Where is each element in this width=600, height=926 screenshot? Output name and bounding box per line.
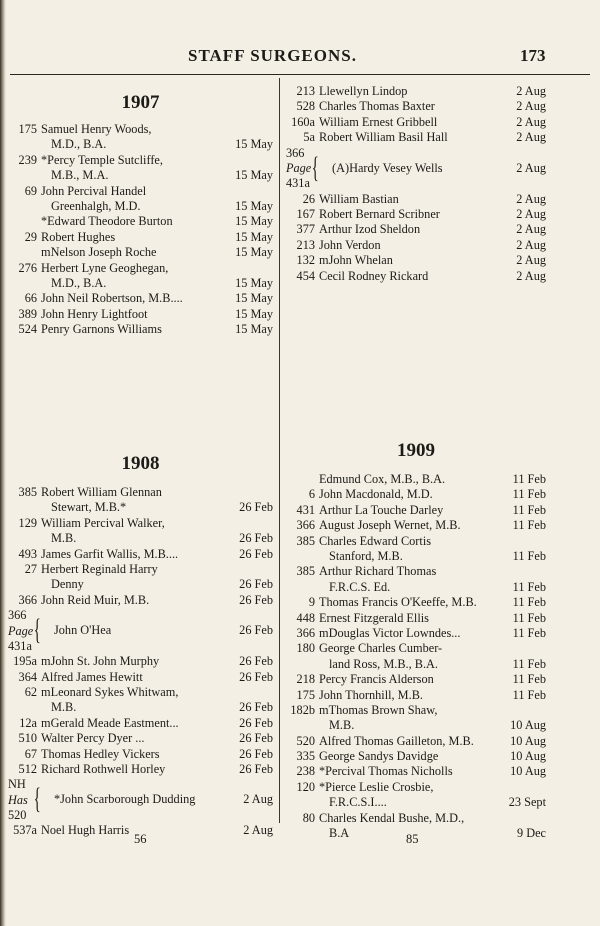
page-number: 173 bbox=[520, 46, 546, 65]
entry-number: 129 bbox=[18, 515, 37, 530]
entry-date: 26 Feb bbox=[239, 654, 273, 669]
year-heading-1909: 1909 bbox=[397, 440, 435, 461]
entry-date: 10 Aug bbox=[510, 764, 546, 779]
list-item bbox=[286, 564, 546, 595]
entry-number: 69 bbox=[24, 183, 37, 198]
entry-number: 366 bbox=[18, 592, 37, 607]
entry-number: 454 bbox=[296, 268, 315, 283]
brace-mark: { bbox=[311, 150, 319, 184]
entry-ref-number: 431a bbox=[286, 176, 310, 191]
entry-date: 10 Aug bbox=[510, 733, 546, 748]
entry-name: Samuel Henry Woods, bbox=[41, 122, 152, 136]
entry-number: 239 bbox=[18, 152, 37, 167]
list-1909 bbox=[286, 472, 546, 841]
brace-mark: { bbox=[33, 782, 41, 816]
list-item bbox=[286, 84, 546, 99]
list-item bbox=[8, 485, 273, 516]
entry-name: Edmund Cox, M.B., B.A. bbox=[319, 472, 446, 486]
entry-ref-number: 520 bbox=[8, 808, 27, 823]
entry-date: 11 Feb bbox=[512, 487, 546, 502]
entry-name: Walter Percy Dyer ... bbox=[41, 731, 145, 746]
entry-date: 15 May bbox=[235, 306, 273, 321]
entry-date: 2 Aug bbox=[516, 114, 546, 129]
list-item bbox=[286, 595, 546, 610]
entry-name-continued: Stanford, M.B. bbox=[329, 548, 403, 563]
entry-name-continued: M.D., B.A. bbox=[51, 275, 107, 290]
entry-date: 11 Feb bbox=[512, 518, 546, 533]
list-item bbox=[8, 291, 273, 306]
entry-number: 9 bbox=[308, 595, 315, 610]
entry-name: James Garfit Wallis, M.B.... bbox=[41, 546, 179, 561]
list-item bbox=[286, 749, 546, 764]
entry-name: John Macdonald, M.D. bbox=[319, 487, 433, 502]
entry-name: Charles Thomas Baxter bbox=[319, 99, 435, 114]
entry-name: Thomas Hedley Vickers bbox=[41, 746, 160, 761]
entry-date: 10 Aug bbox=[510, 749, 546, 764]
entry-name: John Neil Robertson, M.B.... bbox=[41, 291, 183, 306]
entry-number: 213 bbox=[296, 237, 315, 252]
entry-name: John Thornhill, M.B. bbox=[319, 687, 423, 702]
entry-name-continued: M.B. bbox=[51, 531, 77, 546]
entry-name-continued: M.D., B.A. bbox=[51, 137, 107, 152]
entry-date: 2 Aug bbox=[516, 253, 546, 268]
entry-date: 26 Feb bbox=[239, 731, 273, 746]
list-item bbox=[286, 115, 546, 130]
entry-number: 26 bbox=[302, 191, 315, 206]
entry-date: 2 Aug bbox=[516, 130, 546, 145]
entry-ref-number: 366 bbox=[286, 145, 305, 160]
entry-name: mNelson Joseph Roche bbox=[41, 245, 157, 260]
bracket-entry bbox=[8, 608, 273, 654]
list-1908 bbox=[8, 485, 273, 839]
entry-number: 218 bbox=[296, 672, 315, 687]
entry-name: Ernest Fitzgerald Ellis bbox=[319, 610, 429, 625]
list-item bbox=[286, 611, 546, 626]
list-item bbox=[8, 230, 273, 245]
entry-name: William Ernest Gribbell bbox=[319, 114, 438, 129]
list-item bbox=[286, 207, 546, 222]
entry-date: 2 Aug bbox=[243, 792, 273, 807]
entry-number: 67 bbox=[24, 746, 37, 761]
entry-number: 238 bbox=[296, 764, 315, 779]
list-1907-continued bbox=[286, 84, 546, 284]
brace-mark: { bbox=[33, 613, 41, 647]
entry-date: 11 Feb bbox=[512, 687, 546, 702]
entry-name: George Charles Cumber- bbox=[319, 641, 443, 656]
entry-name: Richard Rothwell Horley bbox=[41, 761, 166, 776]
entry-name: *Percy Temple Sutcliffe, bbox=[41, 152, 163, 167]
list-item bbox=[8, 122, 273, 153]
entry-number: 510 bbox=[18, 731, 37, 746]
entry-number: 377 bbox=[296, 222, 315, 237]
entry-number: 512 bbox=[18, 761, 37, 776]
footer-number-right: 85 bbox=[406, 832, 419, 846]
list-item bbox=[286, 780, 546, 811]
entry-name: mLeonard Sykes Whitwam, bbox=[41, 684, 179, 699]
entry-date: 11 Feb bbox=[512, 610, 546, 625]
list-item bbox=[8, 322, 273, 337]
entry-date: 26 Feb bbox=[239, 592, 273, 607]
entry-date: 26 Feb bbox=[239, 746, 273, 761]
entry-number: 167 bbox=[296, 206, 315, 221]
entry-name: John O'Hea bbox=[54, 623, 112, 638]
entry-name: Robert William Basil Hall bbox=[319, 130, 448, 145]
entry-date: 15 May bbox=[235, 168, 273, 183]
entry-number: 366 bbox=[296, 625, 315, 640]
entry-name: Penry Garnons Williams bbox=[41, 322, 162, 337]
list-1907 bbox=[8, 122, 273, 338]
entry-date: 26 Feb bbox=[239, 761, 273, 776]
entry-name: William Bastian bbox=[319, 191, 399, 206]
entry-number: 276 bbox=[18, 260, 37, 275]
entry-date: 11 Feb bbox=[512, 472, 546, 486]
footer-number-left: 56 bbox=[134, 832, 147, 846]
entry-number: 364 bbox=[18, 669, 37, 684]
entry-date: 23 Sept bbox=[508, 795, 546, 810]
entry-name: John Verdon bbox=[319, 237, 381, 252]
entry-name: *John Scarborough Dudding bbox=[54, 792, 196, 807]
entry-name: Arthur Richard Thomas bbox=[319, 564, 437, 579]
entry-name: Cecil Rodney Rickard bbox=[319, 268, 429, 283]
entry-number: 195a bbox=[13, 654, 37, 669]
entry-name: *Percival Thomas Nicholls bbox=[319, 764, 453, 779]
bracket-entry bbox=[286, 146, 546, 192]
entry-date: 15 May bbox=[235, 291, 273, 306]
page-title: STAFF SURGEONS. bbox=[188, 46, 357, 65]
list-item bbox=[286, 534, 546, 565]
entry-number: 213 bbox=[296, 84, 315, 98]
entry-number: 120 bbox=[296, 779, 315, 794]
entry-name: John Reid Muir, M.B. bbox=[41, 592, 150, 607]
entry-date: 2 Aug bbox=[516, 237, 546, 252]
entry-date: 15 May bbox=[235, 198, 273, 213]
entry-number: 5a bbox=[303, 130, 315, 145]
entry-date: 26 Feb bbox=[239, 500, 273, 515]
entry-ref-page: Page bbox=[8, 623, 34, 638]
list-item bbox=[8, 654, 273, 669]
list-item bbox=[286, 238, 546, 253]
entry-date: 2 Aug bbox=[516, 222, 546, 237]
entry-name: Charles Kendal Bushe, M.D., bbox=[319, 810, 465, 825]
entry-ref-group bbox=[286, 146, 311, 192]
entry-name: Alfred James Hewitt bbox=[41, 669, 143, 684]
list-item bbox=[286, 269, 546, 284]
entry-name: mJohn St. John Murphy bbox=[41, 654, 160, 669]
entry-name: Thomas Francis O'Keeffe, M.B. bbox=[319, 595, 477, 610]
entry-date: 11 Feb bbox=[512, 595, 546, 610]
list-item bbox=[286, 192, 546, 207]
entry-name: Percy Francis Alderson bbox=[319, 672, 434, 687]
list-item bbox=[8, 547, 273, 562]
entry-number: 448 bbox=[296, 610, 315, 625]
entry-ref-page: Has bbox=[8, 792, 28, 807]
list-item bbox=[8, 762, 273, 777]
entry-number: 389 bbox=[18, 306, 37, 321]
entry-number: 66 bbox=[24, 291, 37, 306]
list-item bbox=[8, 245, 273, 260]
entry-date: 11 Feb bbox=[512, 502, 546, 517]
entry-name: mDouglas Victor Lowndes... bbox=[319, 625, 461, 640]
list-item bbox=[286, 641, 546, 672]
list-item bbox=[286, 734, 546, 749]
entry-name: Llewellyn Lindop bbox=[319, 84, 408, 98]
entry-name-continued: M.B., M.A. bbox=[51, 168, 109, 183]
entry-name-continued: Denny bbox=[51, 577, 84, 592]
list-item bbox=[286, 518, 546, 533]
entry-number: 385 bbox=[296, 533, 315, 548]
list-item bbox=[8, 685, 273, 716]
list-item bbox=[286, 472, 546, 487]
entry-date: 15 May bbox=[235, 214, 273, 229]
entry-name: August Joseph Wernet, M.B. bbox=[319, 518, 461, 533]
entry-name-continued: Greenhalgh, M.D. bbox=[51, 198, 141, 213]
list-item bbox=[8, 593, 273, 608]
entry-date: 2 Aug bbox=[243, 823, 273, 838]
entry-number: 175 bbox=[18, 122, 37, 136]
entry-date: 15 May bbox=[235, 275, 273, 290]
entry-date: 11 Feb bbox=[512, 656, 546, 671]
bracket-entry bbox=[8, 777, 273, 823]
entry-name: Robert William Glennan bbox=[41, 485, 162, 499]
entry-date: 26 Feb bbox=[239, 546, 273, 561]
entry-name: Arthur La Touche Darley bbox=[319, 502, 444, 517]
year-heading-1907: 1907 bbox=[121, 92, 160, 113]
entry-date: 11 Feb bbox=[512, 548, 546, 563]
entry-date: 9 Dec bbox=[516, 826, 546, 841]
entry-name: *Edward Theodore Burton bbox=[41, 214, 173, 229]
entry-name: Herbert Reginald Harry bbox=[41, 561, 158, 576]
entry-date: 26 Feb bbox=[239, 531, 273, 546]
entry-number: 528 bbox=[296, 99, 315, 114]
entry-number: 524 bbox=[18, 322, 37, 337]
entry-name-continued: F.R.C.S. Ed. bbox=[329, 579, 391, 594]
entry-ref-number: 366 bbox=[8, 608, 27, 623]
entry-date: 26 Feb bbox=[239, 700, 273, 715]
entry-date: 26 Feb bbox=[239, 715, 273, 730]
entry-name: mThomas Brown Shaw, bbox=[319, 702, 438, 717]
entry-date: 2 Aug bbox=[516, 206, 546, 221]
list-item bbox=[8, 731, 273, 746]
entry-number: 520 bbox=[296, 733, 315, 748]
entry-date: 26 Feb bbox=[239, 623, 273, 638]
entry-number: 12a bbox=[19, 715, 37, 730]
list-item bbox=[286, 672, 546, 687]
entry-name: Robert Hughes bbox=[41, 229, 116, 244]
entry-date: 15 May bbox=[235, 245, 273, 260]
entry-number: 175 bbox=[296, 687, 315, 702]
entry-name-continued: M.B. bbox=[51, 700, 77, 715]
list-item bbox=[8, 261, 273, 292]
list-item bbox=[286, 703, 546, 734]
entry-number: 6 bbox=[308, 487, 315, 502]
entry-name: Charles Edward Cortis bbox=[319, 533, 432, 548]
entry-date: 15 May bbox=[235, 229, 273, 244]
entry-number: 385 bbox=[296, 564, 315, 579]
entry-name: *Pierce Leslie Crosbie, bbox=[319, 779, 434, 794]
entry-date: 26 Feb bbox=[239, 577, 273, 592]
entry-number: 385 bbox=[18, 485, 37, 499]
list-item bbox=[8, 307, 273, 322]
entry-name: Robert Bernard Scribner bbox=[319, 206, 440, 221]
entry-date: 10 Aug bbox=[510, 718, 546, 733]
entry-name: William Percival Walker, bbox=[41, 515, 165, 530]
entry-name: Noel Hugh Harris bbox=[41, 823, 130, 838]
entry-name-continued: B.A bbox=[329, 826, 350, 841]
entry-name-continued: M.B. bbox=[329, 718, 355, 733]
entry-number: 180 bbox=[296, 641, 315, 656]
entry-name: George Sandys Davidge bbox=[319, 749, 439, 764]
list-item bbox=[286, 764, 546, 779]
entry-number: 160a bbox=[291, 114, 315, 129]
entry-ref-page: Page bbox=[286, 160, 312, 175]
entry-number: 27 bbox=[24, 561, 37, 576]
entry-name-continued: land Ross, M.B., B.A. bbox=[329, 656, 438, 671]
entry-date: 11 Feb bbox=[512, 625, 546, 640]
entry-date: 2 Aug bbox=[516, 160, 546, 175]
entry-ref-number: 431a bbox=[8, 638, 32, 653]
list-item bbox=[8, 516, 273, 547]
entry-number: 80 bbox=[302, 810, 315, 825]
entry-name: Arthur Izod Sheldon bbox=[319, 222, 421, 237]
entry-name-continued: F.R.C.S.I.... bbox=[329, 795, 387, 810]
list-item bbox=[8, 716, 273, 731]
entry-ref-number: NH bbox=[8, 777, 26, 792]
entry-number: 132 bbox=[296, 253, 315, 268]
entry-ref-group bbox=[8, 777, 28, 823]
entry-number: 366 bbox=[296, 518, 315, 533]
entry-number: 62 bbox=[24, 684, 37, 699]
entry-name: Alfred Thomas Gailleton, M.B. bbox=[319, 733, 474, 748]
entry-name: (A)Hardy Vesey Wells bbox=[332, 160, 443, 175]
entry-number: 335 bbox=[296, 749, 315, 764]
list-item bbox=[286, 626, 546, 641]
page-binding-edge bbox=[0, 0, 6, 926]
entry-date: 2 Aug bbox=[516, 99, 546, 114]
list-item bbox=[8, 184, 273, 215]
entry-date: 2 Aug bbox=[516, 84, 546, 98]
entry-number: 29 bbox=[24, 229, 37, 244]
list-item bbox=[286, 503, 546, 518]
list-item bbox=[8, 214, 273, 229]
entry-name: mJohn Whelan bbox=[319, 253, 393, 268]
entry-date: 15 May bbox=[235, 137, 273, 152]
entry-date: 11 Feb bbox=[512, 579, 546, 594]
entry-name: John Henry Lightfoot bbox=[41, 306, 148, 321]
list-item bbox=[286, 688, 546, 703]
entry-name: Herbert Lyne Geoghegan, bbox=[41, 260, 169, 275]
entry-number: 493 bbox=[18, 546, 37, 561]
column-divider bbox=[279, 78, 280, 823]
entry-date: 26 Feb bbox=[239, 669, 273, 684]
list-item bbox=[286, 222, 546, 237]
entry-date: 11 Feb bbox=[512, 672, 546, 687]
year-heading-1908: 1908 bbox=[121, 453, 160, 474]
entry-ref-group bbox=[8, 608, 33, 654]
list-item bbox=[8, 153, 273, 184]
entry-name-continued: Stewart, M.B.* bbox=[51, 500, 127, 515]
entry-date: 2 Aug bbox=[516, 191, 546, 206]
entry-number: 537a bbox=[13, 823, 37, 838]
entry-name: John Percival Handel bbox=[41, 183, 147, 198]
entry-number: 182b bbox=[290, 702, 315, 717]
entry-number: 431 bbox=[296, 502, 315, 517]
list-item bbox=[8, 747, 273, 762]
list-item bbox=[286, 253, 546, 268]
entry-date: 15 May bbox=[235, 322, 273, 337]
list-item bbox=[8, 562, 273, 593]
entry-date: 2 Aug bbox=[516, 268, 546, 283]
header-rule bbox=[10, 74, 590, 75]
list-item bbox=[286, 130, 546, 145]
list-item bbox=[8, 670, 273, 685]
list-item bbox=[286, 487, 546, 502]
entry-name: mGerald Meade Eastment... bbox=[41, 715, 179, 730]
list-item bbox=[286, 99, 546, 114]
page-header bbox=[0, 40, 600, 70]
